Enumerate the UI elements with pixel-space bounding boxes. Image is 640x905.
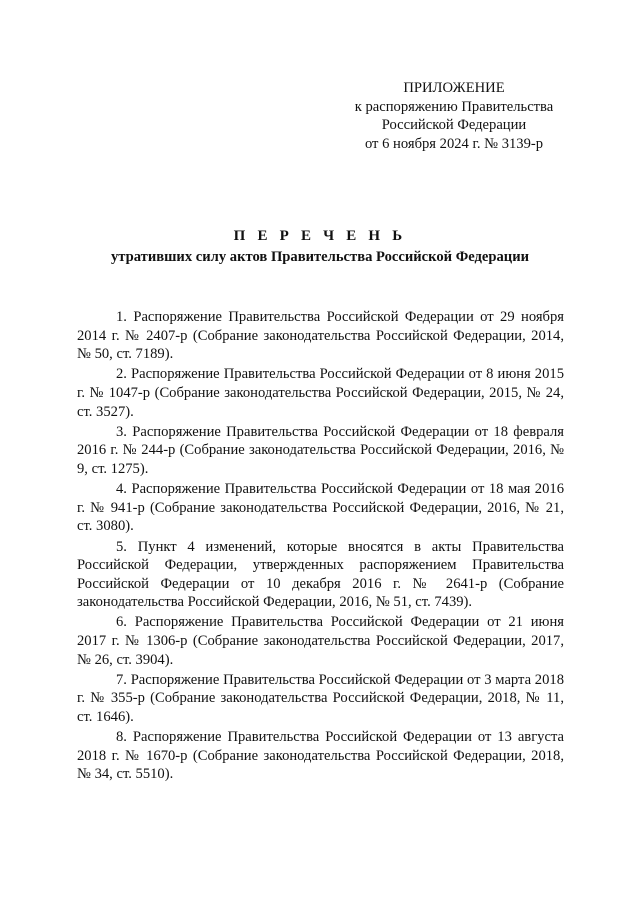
document-subtitle: утративших силу актов Правительства Российской Федерации — [110, 249, 530, 265]
list-item: 5. Пункт 4 изменений, которые вносятся в акты Правительства Российской Федерации, утвержденных распоряжением Правительства Российской Федерации от 10 декабря 2016 г. № 2641-р (Собрание законодательства Российской Федерации, 2016, № 51, ст. 7439). — [77, 538, 564, 611]
appendix-label: ПРИЛОЖЕНИЕ — [403, 80, 505, 96]
appendix-date-line: от 6 ноября 2024 г. № 3139-р — [364, 135, 544, 152]
appendix-reference-line: к распоряжению Правительства — [354, 98, 554, 115]
acts-list — [77, 308, 564, 786]
appendix-authority-line: Российской Федерации — [381, 117, 527, 134]
list-item: 8. Распоряжение Правительства Российской Федерации от 13 августа 2018 г. № 1670-р (Собрание законодательства Российской Федерации, 2018, № 34, ст. 5510). — [77, 729, 564, 783]
list-item: 7. Распоряжение Правительства Российской Федерации от 3 марта 2018 г. № 355-р (Собрание законодательства Российской Федерации, 2018, № 11, ст. 1646). — [77, 671, 564, 726]
list-item: 4. Распоряжение Правительства Российской Федерации от 18 мая 2016 г. № 941-р (Собрание законодательства Российской Федерации, 2016, № 21, ст. 3080). — [77, 481, 564, 535]
list-item: 1. Распоряжение Правительства Российской Федерации от 29 ноября 2014 г. № 2407-р (Собрание законодательства Российской Федерации, 2014, № 50, ст. 7189). — [77, 309, 564, 363]
list-item: 2. Распоряжение Правительства Российской Федерации от 8 июня 2015 г. № 1047-р (Собрание законодательства Российской Федерации, 2015, № 24, ст. 3527). — [77, 366, 564, 420]
appendix-header — [340, 79, 568, 153]
list-item: 6. Распоряжение Правительства Российской Федерации от 21 июня 2017 г. № 1306-р (Собрание законодательства Российской Федерации, 2017, № 26, ст. 3904). — [77, 614, 564, 668]
list-item: 3. Распоряжение Правительства Российской Федерации от 18 февраля 2016 г. № 244-р (Собрание законодательства Российской Федерации, 2016, № 9, ст. 1275). — [77, 423, 564, 477]
document-title: П Е Р Е Ч Е Н Ь — [233, 228, 407, 244]
